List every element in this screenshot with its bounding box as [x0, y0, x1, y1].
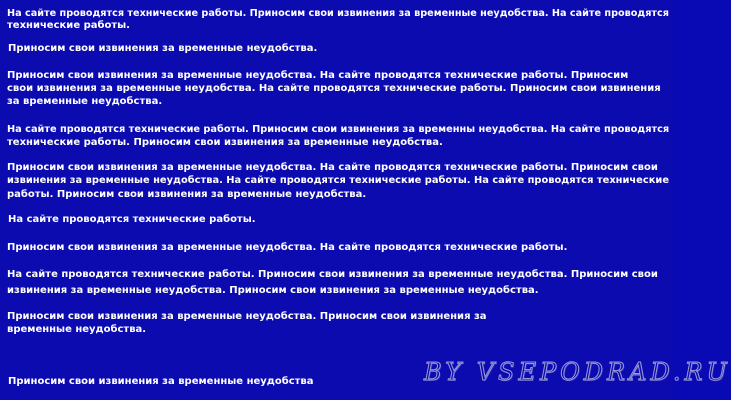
message-line: Приносим свои извинения за временные неудобства. На сайте проводятся технические работы. Приносим свои [7, 162, 658, 173]
message-line: Приносим свои извинения за временные неудобства. На сайте проводятся технические работы. [7, 242, 568, 253]
message-line: Приносим свои извинения за временные неудобства. Приносим свои извинения за [7, 311, 487, 322]
message-line: Приносим свои извинения за временные неудобства. [8, 43, 318, 54]
message-line: извинения за временные неудобства. На сайте проводятся технические работы. На сайте проводятся технические [7, 175, 670, 186]
message-line: На сайте проводятся технические работы. [8, 214, 256, 225]
message-line: технические работы. Приносим свои извинения за временные неудобства. [7, 137, 443, 148]
message-line: технические работы. [7, 20, 130, 31]
message-line: свои извинения за временные неудобства. На сайте проводятся технические работы. Приносим свои извинения [7, 83, 661, 94]
message-line: На сайте проводятся технические работы. Приносим свои извинения за временны неудобства. На сайте проводятся [7, 124, 670, 135]
message-line: Приносим свои извинения за временные неудобства. На сайте проводятся технические работы. Приносим [7, 70, 629, 81]
message-line: работы. Приносим свои извинения за временные неудобства. [7, 189, 367, 200]
message-line: извинения за временные неудобства. Приносим свои извинения за временные неудобства. [7, 285, 539, 296]
message-line: за временные неудобства. [7, 96, 163, 107]
watermark-text: BY VSEPODRAD.RU [424, 358, 731, 386]
message-line: На сайте проводятся технические работы. Приносим свои извинения за временные неудобства. Приносим свои [7, 269, 658, 280]
message-line: временные неудобства. [7, 324, 147, 335]
message-line: На сайте проводятся технические работы. Приносим свои извинения за временные неудобства. На сайте проводятся [7, 8, 669, 19]
message-line: Приносим свои извинения за временные неудобства [8, 376, 314, 387]
